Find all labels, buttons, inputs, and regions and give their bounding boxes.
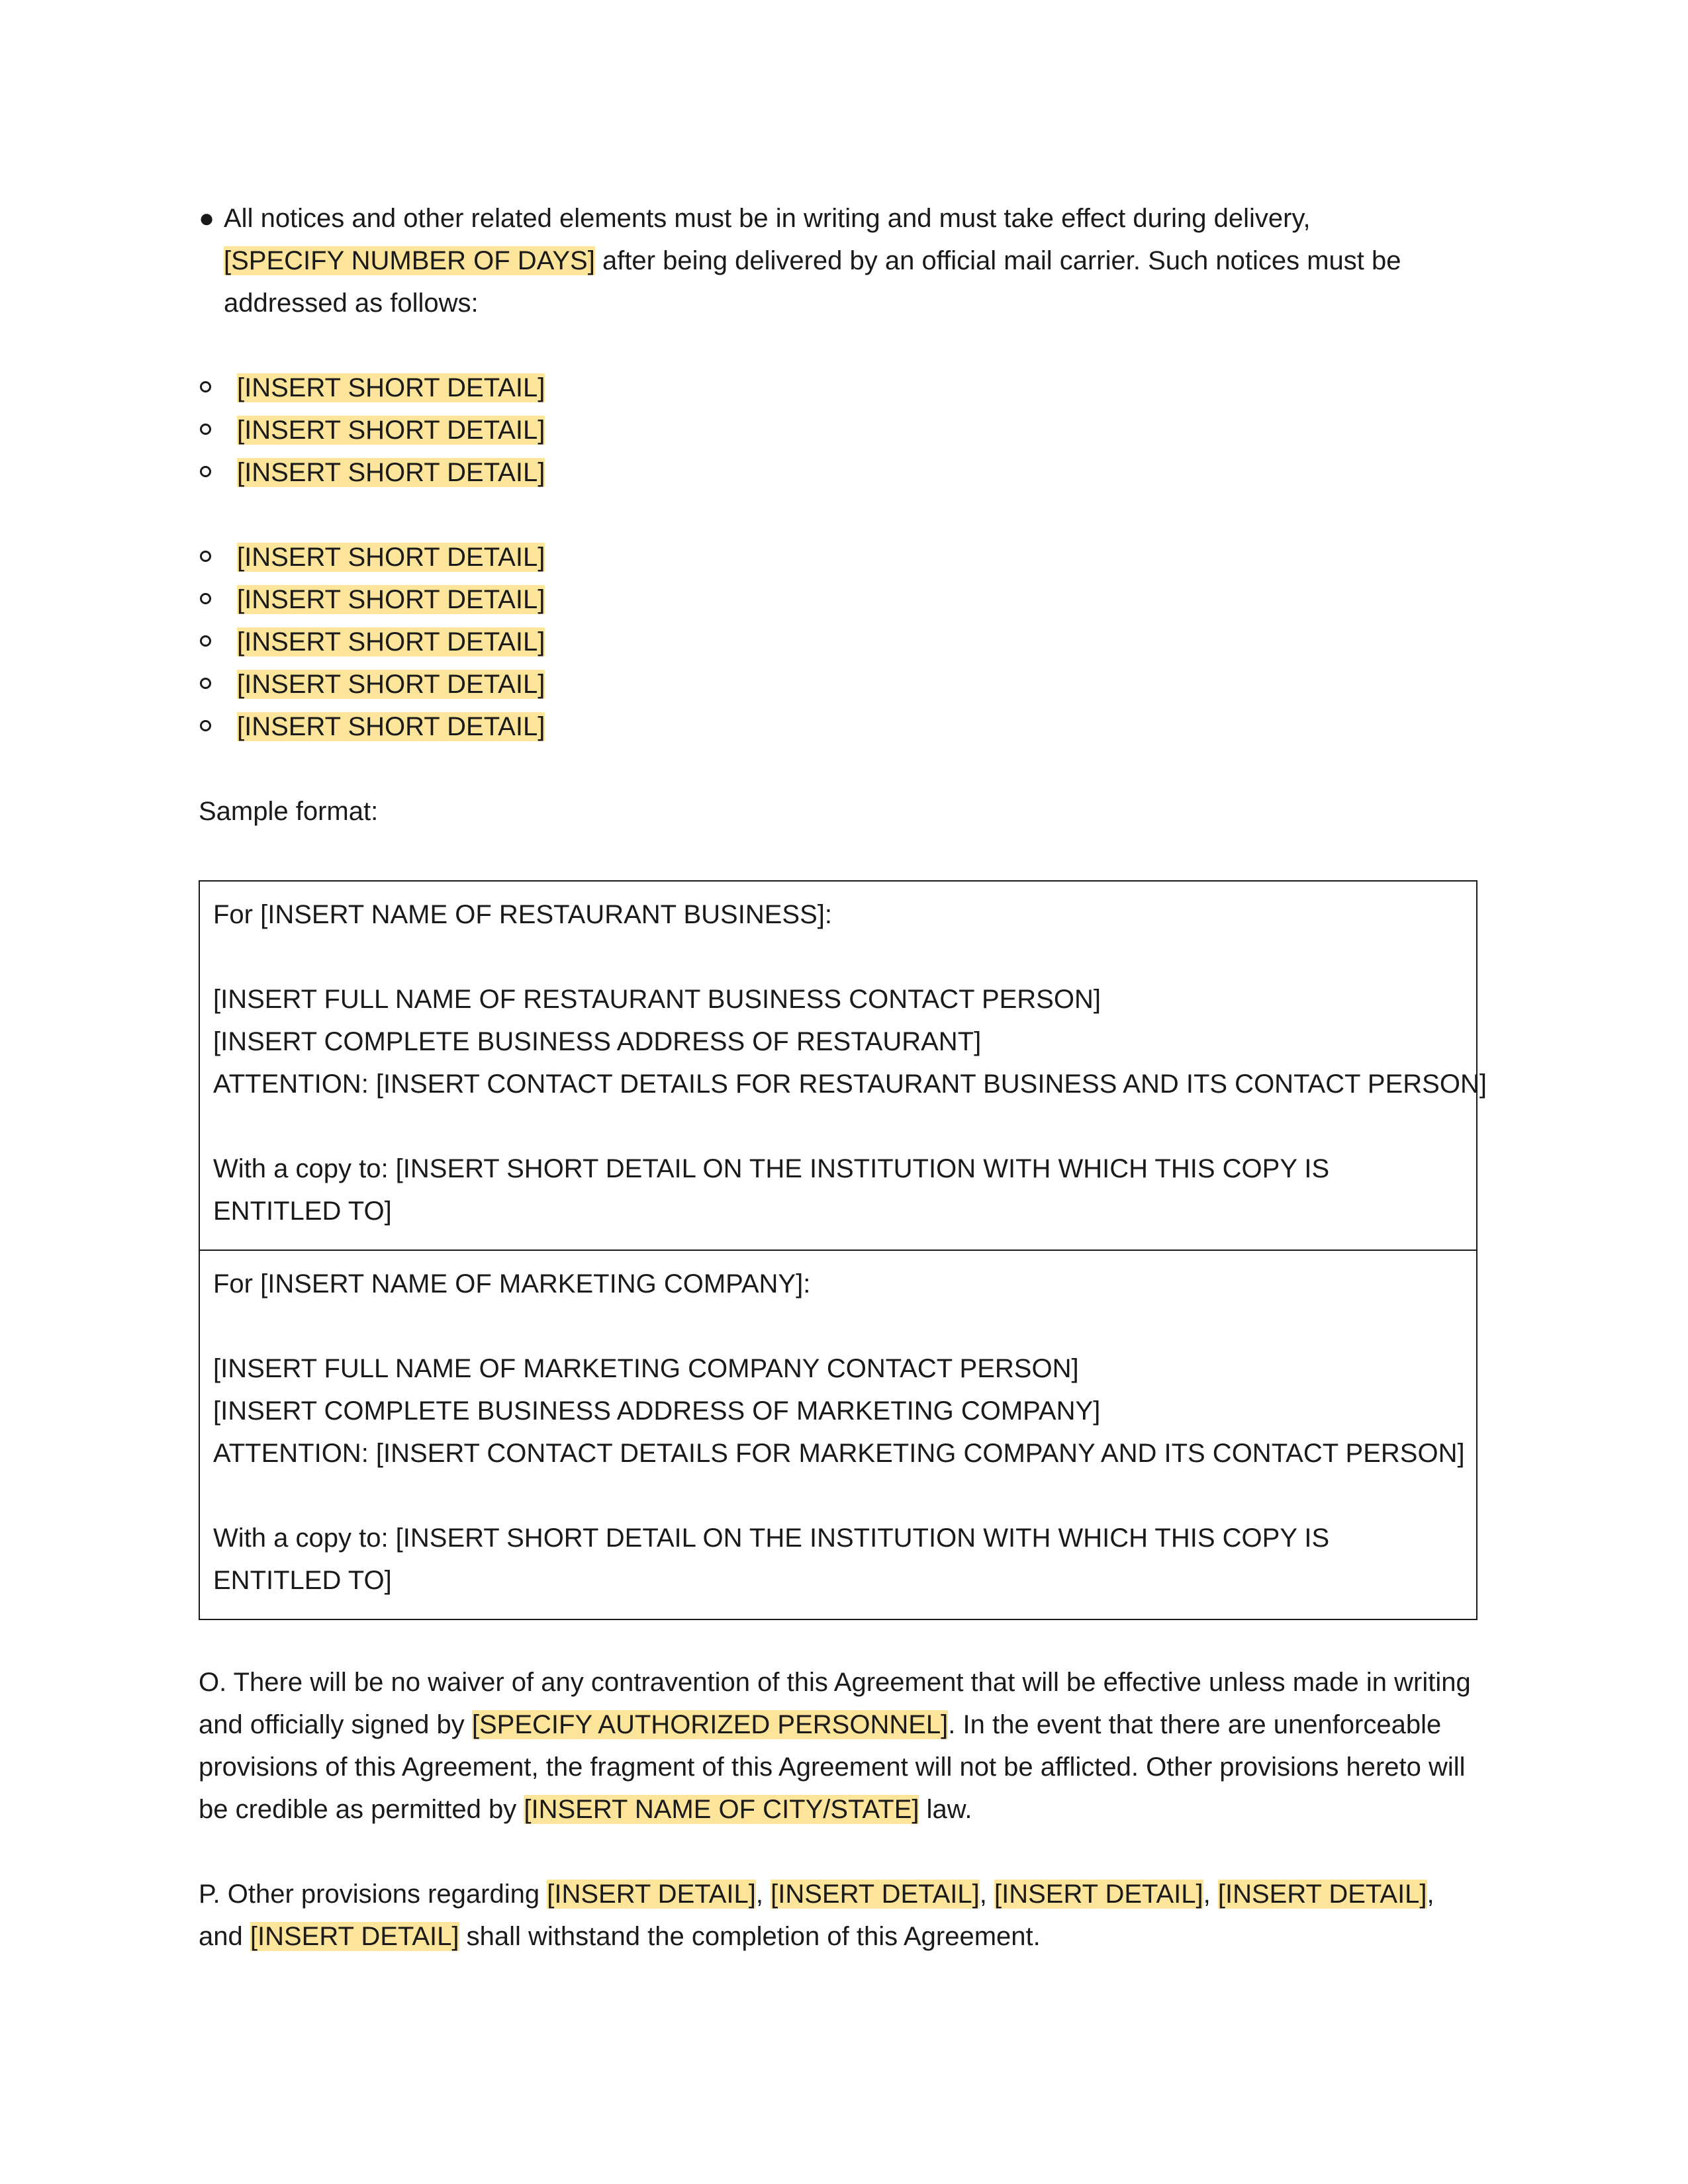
circle-bullet-icon — [200, 678, 211, 689]
circle-bullet-icon — [200, 593, 211, 604]
separator: , — [1203, 1880, 1218, 1909]
restaurant-copy-to: With a copy to: [INSERT SHORT DETAIL ON THE INSTITUTION WITH WHICH THIS COPY IS ENTITLED TO] — [213, 1154, 1330, 1226]
list-item — [199, 705, 545, 748]
placeholder-short-detail[interactable]: [INSERT SHORT DETAIL] — [237, 373, 545, 402]
notice-text-before: All notices and other related elements must be in writing and must take effect during delivery, — [224, 204, 1311, 233]
restaurant-contact-name: [INSERT FULL NAME OF RESTAURANT BUSINESS CONTACT PERSON] — [213, 985, 1101, 1014]
clause-p-text-1: P. Other provisions regarding — [199, 1880, 547, 1909]
marketing-copy-to: With a copy to: [INSERT SHORT DETAIL ON THE INSTITUTION WITH WHICH THIS COPY IS ENTITLED TO] — [213, 1524, 1330, 1595]
placeholder-short-detail[interactable]: [INSERT SHORT DETAIL] — [237, 670, 545, 699]
restaurant-heading: For [INSERT NAME OF RESTAURANT BUSINESS]: — [213, 900, 832, 929]
placeholder-number-of-days[interactable]: [SPECIFY NUMBER OF DAYS] — [224, 246, 595, 275]
restaurant-attention: ATTENTION: [INSERT CONTACT DETAILS FOR RESTAURANT BUSINESS AND ITS CONTACT PERSON] — [213, 1069, 1487, 1099]
list-item — [199, 578, 545, 621]
sample-format-label: Sample format: — [199, 797, 379, 826]
separator: , — [979, 1880, 994, 1909]
clause-o-text-2: . In the event that there are unenforceable provisions of this Agreement, the fragment of this Agreement will not be afflicted. Other provisions hereto will be credible as permitted by — [199, 1710, 1466, 1824]
circle-bullet-icon — [200, 720, 211, 731]
circle-bullet-icon — [200, 551, 211, 562]
list-item — [199, 409, 545, 451]
address-list-2 — [199, 536, 545, 748]
clause-o-paragraph — [199, 1661, 1483, 1831]
list-item — [199, 621, 545, 663]
placeholder-detail[interactable]: [INSERT DETAIL] — [994, 1880, 1203, 1909]
placeholder-detail[interactable]: [INSERT DETAIL] — [1217, 1880, 1427, 1909]
restaurant-address-cell — [200, 882, 1487, 1250]
placeholder-short-detail[interactable]: [INSERT SHORT DETAIL] — [237, 627, 545, 657]
placeholder-short-detail[interactable]: [INSERT SHORT DETAIL] — [237, 458, 545, 487]
circle-bullet-icon — [200, 466, 211, 477]
clause-o-text-1: O. There will be no waiver of any contravention of this Agreement that will be effective unless made in writing and officially signed by — [199, 1668, 1471, 1739]
clause-p-text-2: shall withstand the completion of this Agreement. — [459, 1922, 1041, 1951]
notice-bullet-paragraph — [199, 197, 1483, 324]
address-list-1 — [199, 367, 545, 494]
notice-text-after: after being delivered by an official mail carrier. Such notices must be addressed as follows: — [224, 246, 1401, 318]
circle-bullet-icon — [200, 635, 211, 647]
circle-bullet-icon — [200, 381, 211, 392]
list-item — [199, 367, 545, 409]
separator: , and — [199, 1880, 1434, 1951]
marketing-address-cell — [200, 1250, 1476, 1619]
placeholder-city-state[interactable]: [INSERT NAME OF CITY/STATE] — [524, 1795, 919, 1824]
marketing-heading: For [INSERT NAME OF MARKETING COMPANY]: — [213, 1269, 811, 1298]
clause-p-paragraph — [199, 1873, 1483, 1958]
marketing-attention: ATTENTION: [INSERT CONTACT DETAILS FOR MARKETING COMPANY AND ITS CONTACT PERSON] — [213, 1439, 1465, 1468]
circle-bullet-icon — [200, 424, 211, 435]
clause-o-text-3: law. — [919, 1795, 972, 1824]
restaurant-address: [INSERT COMPLETE BUSINESS ADDRESS OF RESTAURANT] — [213, 1027, 982, 1056]
placeholder-short-detail[interactable]: [INSERT SHORT DETAIL] — [237, 712, 545, 741]
placeholder-short-detail[interactable]: [INSERT SHORT DETAIL] — [237, 416, 545, 445]
list-item — [199, 536, 545, 578]
placeholder-detail[interactable]: [INSERT DETAIL] — [771, 1880, 980, 1909]
placeholder-detail[interactable]: [INSERT DETAIL] — [547, 1880, 756, 1909]
placeholder-authorized-personnel[interactable]: [SPECIFY AUTHORIZED PERSONNEL] — [471, 1710, 949, 1739]
bullet-dot-icon: ● — [199, 204, 215, 233]
placeholder-short-detail[interactable]: [INSERT SHORT DETAIL] — [237, 543, 545, 572]
marketing-contact-name: [INSERT FULL NAME OF MARKETING COMPANY CONTACT PERSON] — [213, 1354, 1079, 1383]
list-item — [199, 451, 545, 494]
placeholder-short-detail[interactable]: [INSERT SHORT DETAIL] — [237, 585, 545, 614]
list-item — [199, 663, 545, 705]
notice-text — [224, 197, 1483, 324]
separator: , — [755, 1880, 771, 1909]
placeholder-detail[interactable]: [INSERT DETAIL] — [250, 1922, 459, 1951]
address-table — [199, 880, 1487, 1620]
marketing-address: [INSERT COMPLETE BUSINESS ADDRESS OF MARKETING COMPANY] — [213, 1396, 1101, 1426]
